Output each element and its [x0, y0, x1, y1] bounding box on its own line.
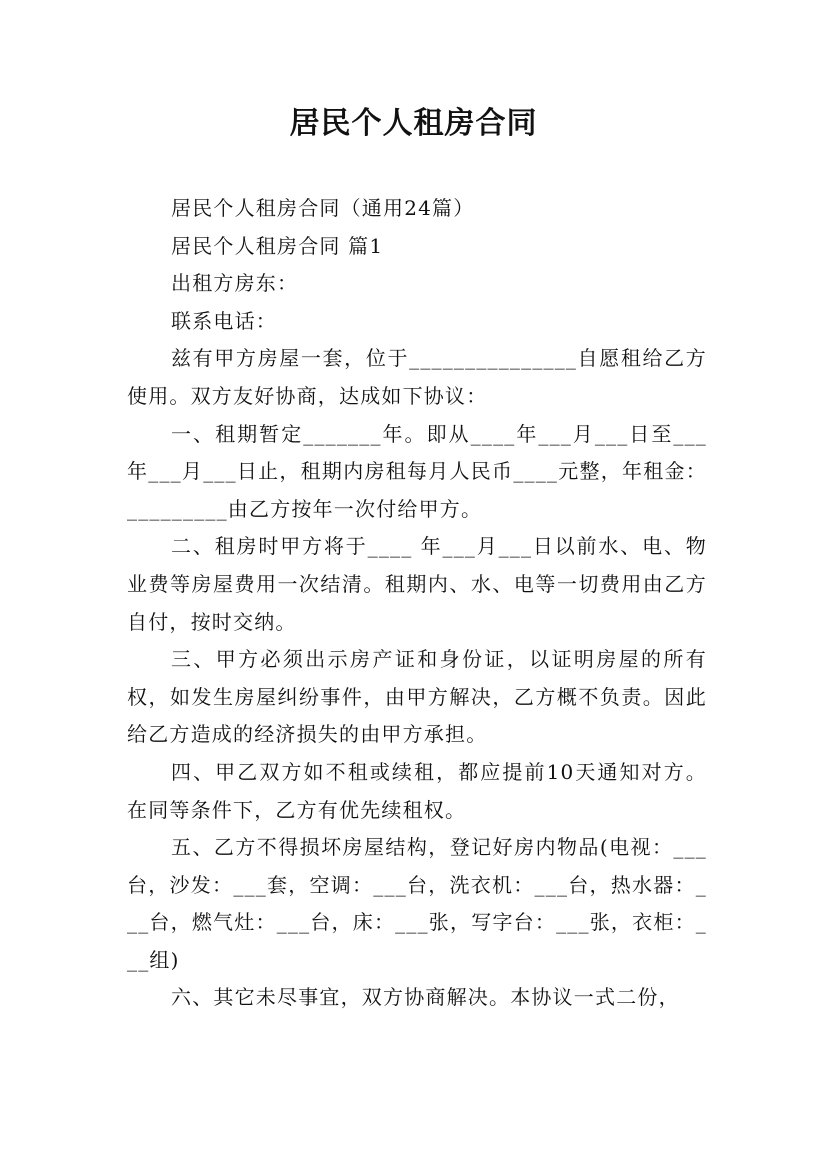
- doc-subtitle: 居民个人租房合同（通用24篇）: [171, 196, 475, 220]
- clause-6: 六、其它未尽事宜，双方协商解决。本协议一式二份，: [171, 985, 680, 1010]
- clause-2: 二、租房时甲方将于____ 年___月___日以前水、电、物业费等房屋费用一次结清。租期内、水、电等一切费用由乙方自付，按时交纳。: [127, 534, 707, 634]
- section-heading: 居民个人租房合同 篇1: [171, 233, 384, 258]
- landlord-line: 出租方房东：: [171, 271, 299, 296]
- clause-5: 五、乙方不得损坏房屋结构，登记好房内物品(电视：___台，沙发：___套，空调：___台，洗衣机：___台，热水器：___台，燃气灶：___台，床：___张，写字台：___张，衣柜：___组): [127, 835, 707, 972]
- clause-4: 四、甲乙双方如不租或续租，都应提前10天通知对方。在同等条件下，乙方有优先续租权。: [127, 759, 707, 822]
- document-title: 居民个人租房合同: [289, 106, 538, 141]
- intro-paragraph: 兹有甲方房屋一套，位于_______________自愿租给乙方使用。双方友好协商，达成如下协议：: [127, 346, 707, 408]
- document-body: [127, 190, 707, 1017]
- clause-3: 三、甲方必须出示房产证和身份证，以证明房屋的所有权，如发生房屋纠纷事件，由甲方解决，乙方概不负责。因此给乙方造成的经济损失的由甲方承担。: [127, 647, 707, 747]
- clause-1: 一、租期暂定_______年。即从____年___月___日至___年___月___日止，租期内房租每月人民币____元整，年租金：_________由乙方按年一次付给甲方。: [127, 421, 707, 521]
- phone-line: 联系电话：: [171, 308, 277, 333]
